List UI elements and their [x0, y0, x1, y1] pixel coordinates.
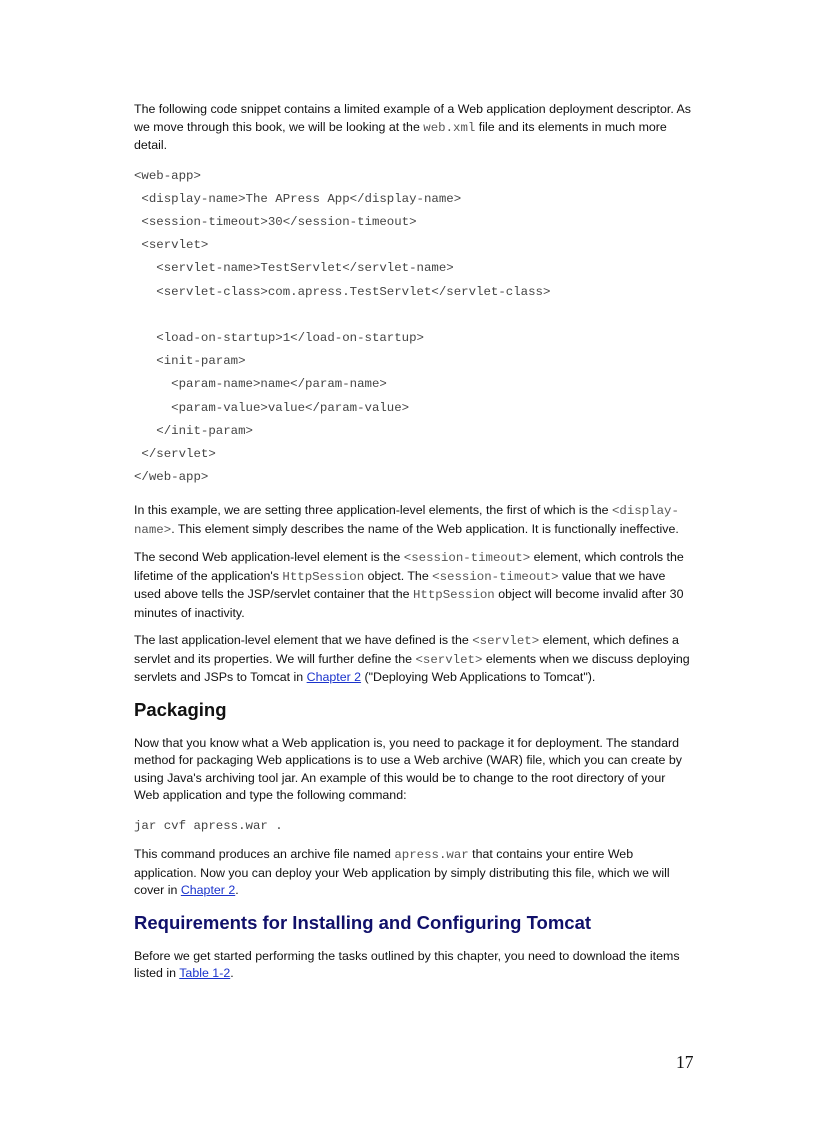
text: The following code snippet contains a limited example of a Web application deployment descriptor. As we move through this book, we will be looking at the [134, 102, 691, 134]
code-line: <session-timeout>30</session-timeout> [134, 214, 417, 229]
code-line: <init-param> [134, 354, 246, 369]
text: . This element simply describes the name of the Web application. It is functionally ineffective. [171, 521, 679, 536]
code-line: <load-on-startup>1</load-on-startup> [134, 330, 424, 345]
chapter-2-link[interactable]: Chapter 2 [306, 670, 362, 685]
code-block [134, 165, 694, 490]
text: ("Deploying Web Applications to Tomcat"). [361, 670, 596, 685]
inline-code: web.xml [423, 120, 476, 135]
text: In this example, we are setting three application-level elements, the first of which is the [134, 503, 612, 518]
code-line: <servlet-class>com.apress.TestServlet</servlet-class> [134, 284, 551, 299]
inline-code: <servlet> [415, 652, 483, 667]
text: . [235, 883, 239, 898]
text: This command produces an archive file named [134, 847, 395, 862]
inline-code: HttpSession [282, 569, 365, 584]
paragraph-display-name [134, 502, 694, 539]
heading-packaging: Packaging [134, 698, 227, 720]
text: element, which controls the lifetime of the application's [134, 550, 684, 583]
text: value that we have used above tells the JSP/servlet container that the [134, 568, 666, 602]
text: element, which defines a servlet and its properties. We will further define the [134, 633, 679, 666]
code-line: <servlet-name>TestServlet</servlet-name> [134, 261, 454, 276]
text: elements when we discuss deploying servlets and JSPs to Tomcat in [134, 651, 690, 685]
chapter-2-link[interactable]: Chapter 2 [180, 883, 236, 898]
text: that contains your entire Web application. Now you can deploy your Web application by simply distributing this file, which we will cover in [134, 847, 670, 898]
inline-code: <session-timeout> [432, 569, 559, 584]
code-line: </init-param> [134, 423, 253, 438]
paragraph-requirements [134, 948, 694, 983]
code-line: </servlet> [134, 446, 216, 461]
inline-code: <servlet> [472, 634, 540, 649]
text: The last application-level element that we have defined is the [134, 633, 473, 648]
paragraph-war [134, 846, 694, 900]
text: object. The [364, 568, 433, 583]
command-block [134, 815, 694, 838]
paragraph-session-timeout [134, 549, 694, 622]
table-1-2-link[interactable]: Table 1-2 [179, 966, 231, 981]
paragraph-servlet [134, 632, 694, 687]
inline-code: <session-timeout> [403, 551, 531, 566]
code-line: <param-name>name</param-name> [134, 377, 387, 392]
inline-code: <display-name> [134, 504, 679, 537]
code-line: <web-app> [134, 168, 201, 183]
text: The second Web application-level element is the [134, 550, 404, 565]
code-line: <servlet> [134, 238, 209, 253]
inline-code: HttpSession [412, 588, 495, 603]
text: Before we get started performing the tasks outlined by this chapter, you need to download the items listed in [134, 948, 680, 981]
page-number: 17 [676, 1052, 694, 1072]
text: file and its elements in much more detail. [134, 119, 667, 152]
code-line: <display-name>The APress App</display-name> [134, 191, 462, 206]
text: object will become invalid after 30 minutes of inactivity. [134, 587, 684, 620]
code-line: <param-value>value</param-value> [134, 400, 410, 415]
heading-requirements: Requirements for Installing and Configuring Tomcat [134, 911, 592, 933]
code-line: </web-app> [134, 470, 209, 485]
command-line: jar cvf apress.war . [134, 818, 283, 833]
inline-code: apress.war [394, 848, 469, 863]
paragraph-intro [134, 101, 694, 155]
paragraph-packaging: Now that you know what a Web application is, you need to package it for deployment. The standard method for packaging Web applications is to use a Web archive (WAR) file, which you can create by using Java's archiving tool jar. An example of this would be to change to the root directory of your Web application and type the following command: [134, 735, 682, 803]
page-content [134, 101, 694, 993]
text: . [230, 966, 234, 981]
